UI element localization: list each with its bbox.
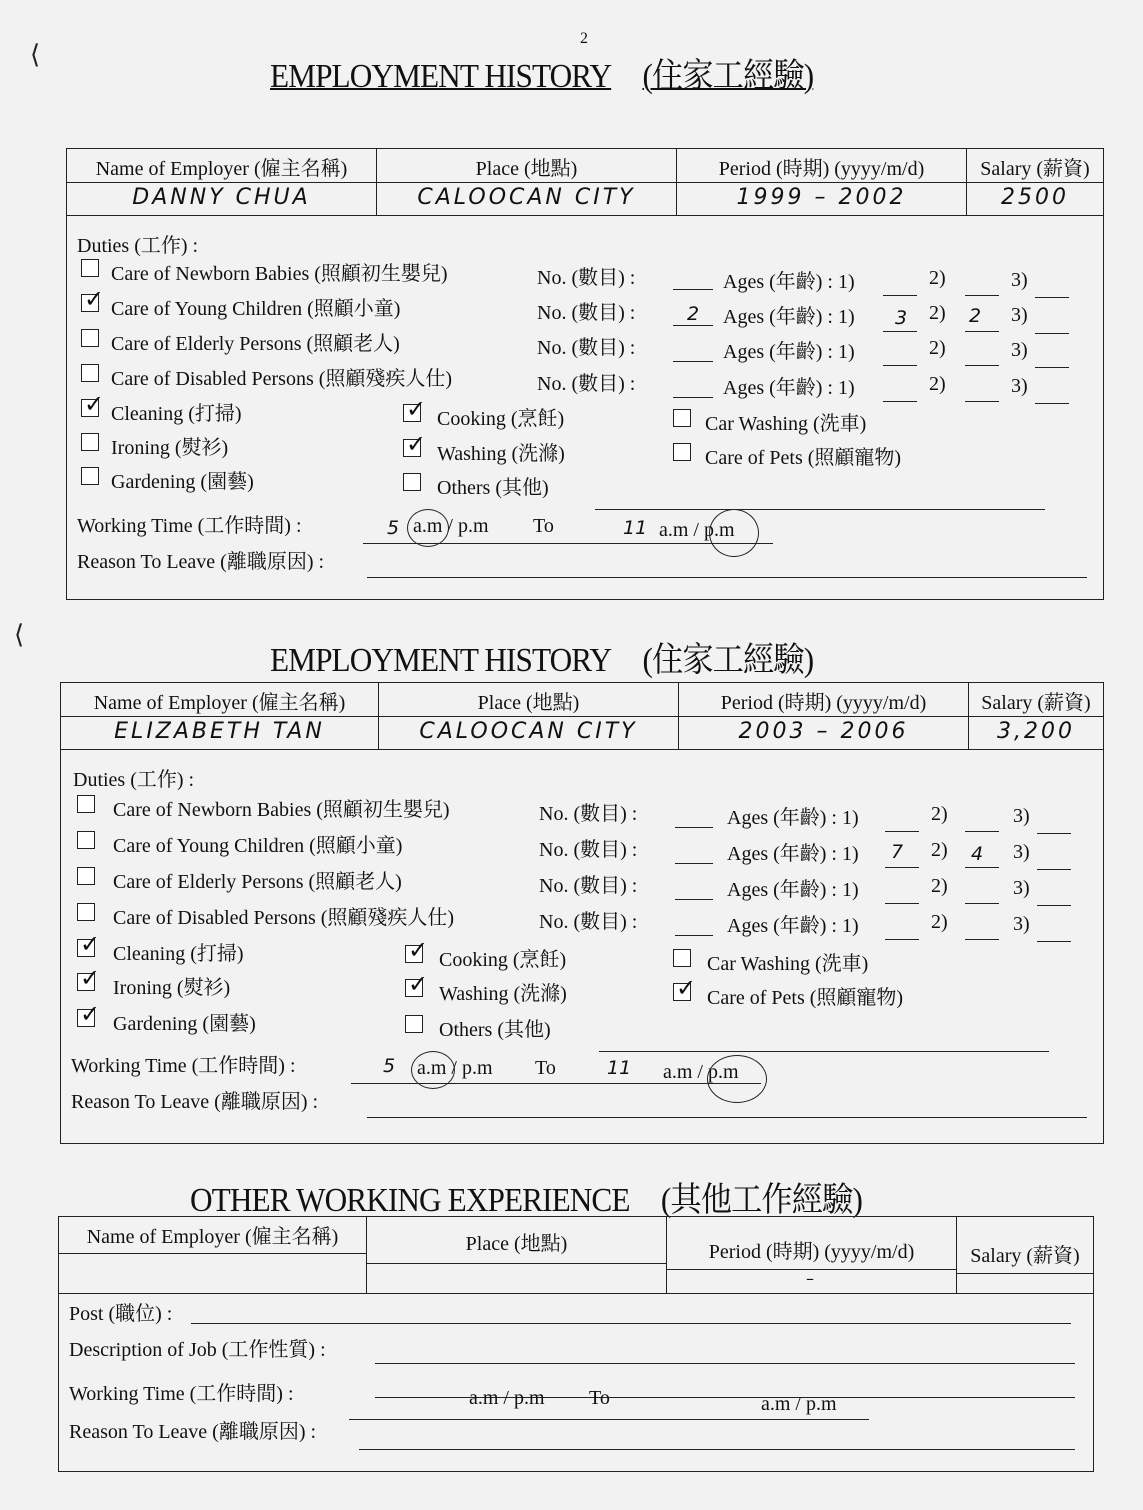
start-ampm: a.m / p.m (469, 1387, 545, 1409)
working-time-label: Working Time (工作時間) : (71, 1055, 296, 1077)
pets-label: Care of Pets (照顧寵物) (707, 987, 904, 1009)
age3-label: 3) (1013, 877, 1030, 899)
age3-label: 3) (1011, 269, 1028, 291)
page-number: 2 (580, 30, 588, 47)
young-children-label: Care of Young Children (照顧小童) (113, 835, 403, 857)
working-time-label: Working Time (工作時間) : (77, 515, 302, 537)
other-header-row (59, 1217, 1093, 1294)
no-label: No. (數目) : (537, 267, 636, 289)
employer-label: Name of Employer (僱主名稱) (86, 1226, 339, 1248)
cleaning-label: Cleaning (打掃) (111, 403, 242, 425)
others-label: Others (其他) (437, 477, 549, 499)
section-1-heading-en: EMPLOYMENT HISTORY (270, 58, 612, 95)
margin-mark-1: ⟨ (30, 40, 41, 70)
age2-label: 2) (929, 267, 946, 289)
ages-label: Ages (年齡) : 1) (727, 807, 859, 829)
newborn-label: Care of Newborn Babies (照顧初生嬰兒) (113, 799, 450, 821)
employer-cell-1 (67, 149, 377, 215)
age2-label: 2) (929, 373, 946, 395)
section-2-heading-cn: (住家工經驗) (642, 642, 814, 679)
car-washing-checkbox[interactable] (673, 949, 691, 967)
cleaning-label: Cleaning (打掃) (113, 943, 244, 965)
place-value[interactable]: CALOOCAN CITY (417, 185, 636, 210)
no-label: No. (數目) : (539, 839, 638, 861)
employment-form-1 (66, 148, 1104, 600)
place-label: Place (地點) (477, 692, 580, 714)
section-1-heading-cn: (住家工經驗) (642, 58, 814, 95)
young-children-label: Care of Young Children (照顧小童) (111, 298, 401, 320)
end-ampm: a.m / p.m (659, 519, 735, 541)
no-label: No. (數目) : (539, 911, 638, 933)
employer-label: Name of Employer (僱主名稱) (95, 158, 348, 180)
no-label: No. (數目) : (537, 302, 636, 324)
no-label: No. (數目) : (537, 373, 636, 395)
disabled-label: Care of Disabled Persons (照顧殘疾人仕) (113, 907, 455, 929)
age3-label: 3) (1011, 339, 1028, 361)
cooking-checkbox[interactable] (405, 945, 423, 963)
age2-label: 2) (929, 337, 946, 359)
employer-value[interactable]: ELIZABETH TAN (114, 719, 325, 744)
salary-value[interactable]: 3,200 (997, 719, 1075, 744)
newborn-label: Care of Newborn Babies (照顧初生嬰兒) (111, 263, 448, 285)
other-experience-form (58, 1216, 1094, 1472)
working-time-label: Working Time (工作時間) : (69, 1383, 294, 1405)
end-hour[interactable]: 11 (623, 517, 648, 539)
ages-label: Ages (年齡) : 1) (723, 377, 855, 399)
young-children-age-1[interactable]: 3 (895, 307, 908, 329)
salary-label: Salary (薪資) (981, 692, 1091, 714)
no-label: No. (數目) : (539, 875, 638, 897)
section-3-heading-cn: (其他工作經驗) (660, 1182, 863, 1219)
margin-mark-2: ⟨ (14, 620, 25, 650)
pets-checkbox[interactable] (673, 983, 691, 1001)
ages-label: Ages (年齡) : 1) (727, 879, 859, 901)
salary-label: Salary (薪資) (970, 1245, 1080, 1267)
employer-value[interactable]: DANNY CHUA (132, 185, 311, 210)
ages-label: Ages (年齡) : 1) (723, 306, 855, 328)
reason-label: Reason To Leave (離職原因) : (71, 1091, 319, 1113)
no-label: No. (數目) : (537, 337, 636, 359)
post-label: Post (職位) : (69, 1303, 173, 1325)
age2-label: 2) (931, 911, 948, 933)
description-label: Description of Job (工作性質) : (69, 1339, 326, 1361)
cooking-checkbox[interactable] (403, 404, 421, 422)
young-children-age-1[interactable]: 7 (891, 841, 904, 863)
other-salary-cell (957, 1217, 1093, 1293)
ages-label: Ages (年齡) : 1) (723, 271, 855, 293)
end-ampm: a.m / p.m (663, 1061, 739, 1083)
age3-label: 3) (1013, 805, 1030, 827)
period-value[interactable]: 1999 – 2002 (736, 185, 907, 210)
section-2-heading-en: EMPLOYMENT HISTORY (270, 642, 612, 679)
young-children-count[interactable]: 2 (687, 303, 700, 325)
elderly-label: Care of Elderly Persons (照顧老人) (113, 871, 402, 893)
washing-label: Washing (洗滌) (439, 983, 567, 1005)
pets-checkbox[interactable] (673, 443, 691, 461)
start-hour[interactable]: 5 (387, 517, 400, 539)
other-employer-cell (59, 1217, 367, 1293)
ironing-label: Ironing (熨衫) (113, 977, 231, 999)
car-washing-checkbox[interactable] (673, 409, 691, 427)
period-cell-2 (679, 683, 969, 749)
young-children-age-2[interactable]: 4 (971, 843, 984, 865)
other-period-cell (667, 1217, 957, 1293)
period-value[interactable]: 2003 – 2006 (738, 719, 909, 744)
age3-label: 3) (1011, 375, 1028, 397)
period-dash: – (806, 1269, 817, 1288)
section-1-heading (270, 48, 813, 97)
to-label: To (535, 1057, 556, 1079)
disabled-checkbox[interactable] (77, 903, 95, 921)
period-label: Period (時期) (yyyy/m/d) (708, 1241, 915, 1263)
gardening-label: Gardening (園藝) (113, 1013, 256, 1035)
other-place-cell (367, 1217, 667, 1293)
cooking-label: Cooking (烹飪) (437, 408, 565, 430)
pets-label: Care of Pets (照顧寵物) (705, 447, 902, 469)
salary-value[interactable]: 2500 (1001, 185, 1069, 210)
employment-form-2 (60, 682, 1104, 1144)
duties-label: Duties (工作) : (73, 769, 195, 791)
elderly-checkbox[interactable] (81, 329, 99, 347)
young-children-checkbox[interactable] (77, 831, 95, 849)
employer-header-row-2 (61, 683, 1103, 750)
cleaning-checkbox[interactable] (77, 939, 95, 957)
place-value[interactable]: CALOOCAN CITY (419, 719, 638, 744)
place-cell-1 (377, 149, 677, 215)
washing-label: Washing (洗滌) (437, 443, 565, 465)
section-2-heading (270, 632, 813, 681)
reason-label: Reason To Leave (離職原因) : (69, 1421, 317, 1443)
cooking-label: Cooking (烹飪) (439, 949, 567, 971)
young-children-age-2[interactable]: 2 (969, 305, 982, 327)
place-label: Place (地點) (475, 158, 578, 180)
age3-label: 3) (1011, 304, 1028, 326)
disabled-label: Care of Disabled Persons (照顧殘疾人仕) (111, 368, 453, 390)
end-ampm: a.m / p.m (761, 1393, 837, 1415)
section-3-heading-en: OTHER WORKING EXPERIENCE (190, 1182, 630, 1219)
age2-label: 2) (929, 302, 946, 324)
employer-header-row-1 (67, 149, 1103, 216)
others-label: Others (其他) (439, 1019, 551, 1041)
ironing-label: Ironing (熨衫) (111, 437, 229, 459)
washing-checkbox[interactable] (403, 439, 421, 457)
start-hour[interactable]: 5 (383, 1055, 396, 1077)
age2-label: 2) (931, 803, 948, 825)
section-3-heading (190, 1172, 862, 1221)
salary-label: Salary (薪資) (980, 158, 1090, 180)
place-cell-2 (379, 683, 679, 749)
disabled-checkbox[interactable] (81, 364, 99, 382)
washing-checkbox[interactable] (405, 979, 423, 997)
to-label: To (533, 515, 554, 537)
car-washing-label: Car Washing (洗車) (707, 953, 869, 975)
others-checkbox[interactable] (405, 1015, 423, 1033)
ironing-checkbox[interactable] (77, 973, 95, 991)
employer-label: Name of Employer (僱主名稱) (93, 692, 346, 714)
others-checkbox[interactable] (403, 473, 421, 491)
employer-cell-2 (61, 683, 379, 749)
elderly-label: Care of Elderly Persons (照顧老人) (111, 333, 400, 355)
period-label: Period (時期) (yyyy/m/d) (718, 158, 925, 180)
end-hour[interactable]: 11 (607, 1057, 632, 1079)
cleaning-checkbox[interactable] (81, 399, 99, 417)
ages-label: Ages (年齡) : 1) (727, 915, 859, 937)
duties-label: Duties (工作) : (77, 235, 199, 257)
young-children-checkbox[interactable] (81, 294, 99, 312)
newborn-checkbox[interactable] (77, 795, 95, 813)
salary-cell-2 (969, 683, 1103, 749)
period-cell-1 (677, 149, 967, 215)
car-washing-label: Car Washing (洗車) (705, 413, 867, 435)
age3-label: 3) (1013, 913, 1030, 935)
gardening-checkbox[interactable] (81, 467, 99, 485)
age3-label: 3) (1013, 841, 1030, 863)
salary-cell-1 (967, 149, 1103, 215)
no-label: No. (數目) : (539, 803, 638, 825)
age2-label: 2) (931, 875, 948, 897)
gardening-label: Gardening (園藝) (111, 471, 254, 493)
start-ampm: a.m / p.m (413, 515, 489, 537)
start-ampm: a.m / p.m (417, 1057, 493, 1079)
gardening-checkbox[interactable] (77, 1009, 95, 1027)
ages-label: Ages (年齡) : 1) (723, 341, 855, 363)
elderly-checkbox[interactable] (77, 867, 95, 885)
age2-label: 2) (931, 839, 948, 861)
ironing-checkbox[interactable] (81, 433, 99, 451)
period-label: Period (時期) (yyyy/m/d) (720, 692, 927, 714)
place-label: Place (地點) (465, 1233, 568, 1255)
newborn-checkbox[interactable] (81, 259, 99, 277)
reason-label: Reason To Leave (離職原因) : (77, 551, 325, 573)
ages-label: Ages (年齡) : 1) (727, 843, 859, 865)
to-label: To (589, 1387, 610, 1409)
